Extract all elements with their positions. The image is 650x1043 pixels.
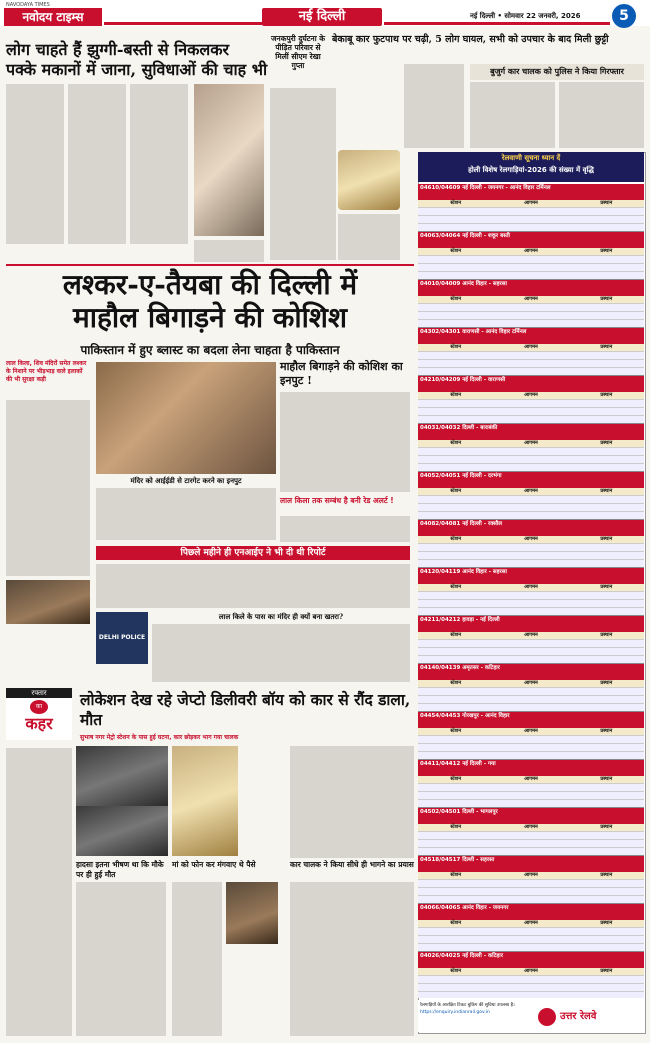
story4-photo-redfort: [6, 580, 90, 624]
timetable-footer-url[interactable]: https://enquiry.indianrail.gov.in: [420, 1010, 490, 1015]
story1-col1: [6, 84, 64, 244]
story5-box3-col: [290, 882, 414, 1036]
story5-photo-car: [76, 746, 168, 806]
page-number: 5: [612, 4, 636, 28]
train-col-headers: [418, 872, 644, 879]
train-title: 04518/04517 दिल्ली - सहरसा: [418, 856, 644, 872]
train-title: 04610/04609 नई दिल्ली - जयनगर - आनंद विहार टर्मिनल: [418, 184, 644, 200]
train-row: [418, 591, 644, 599]
train-col-headers: [418, 584, 644, 591]
train-row: [418, 847, 644, 855]
train-row: [418, 263, 644, 271]
train-col-header: आगमन: [524, 776, 538, 782]
timetable-title2: होली विशेष रेलगाड़ियां-2026 की संख्या में वृद्धि: [468, 166, 594, 174]
train-col-headers: [418, 440, 644, 447]
story5-box2-col: [172, 882, 222, 1036]
story4-redbar: पिछले महीने ही एनआईए ने भी दी थी रिपोर्ट: [96, 546, 410, 560]
train-col-header: स्टेशन: [450, 392, 461, 398]
story5-box2-head: मां को फोन कर मंगवाए थे पैसे: [172, 860, 256, 869]
train-title: 04052/04051 नई दिल्ली - दरभंगा: [418, 472, 644, 488]
story1-photo-building: [194, 84, 264, 236]
train-row: [418, 799, 644, 807]
train-row: [418, 991, 644, 998]
train-block: [418, 520, 644, 568]
train-col-header: स्टेशन: [450, 968, 461, 974]
story5-box1-head: हादसा इतना भीषण था कि मौके पर ही हुई मौत: [76, 860, 164, 879]
story2-photo-cm: [338, 150, 400, 210]
train-col-header: आगमन: [524, 440, 538, 446]
tag-mid: का: [30, 700, 48, 714]
train-col-headers: [418, 392, 644, 399]
train-col-header: प्रस्थान: [600, 488, 613, 494]
timetable-train-list: [418, 184, 644, 998]
train-row: [418, 359, 644, 367]
train-row: [418, 415, 644, 423]
train-col-header: प्रस्थान: [600, 344, 613, 350]
story4-top-rule: [6, 264, 414, 266]
train-row: [418, 647, 644, 655]
delhi-police-logo: DELHI POLICE: [96, 612, 148, 664]
top-rule-right: [384, 22, 610, 25]
train-col-header: स्टेशन: [450, 824, 461, 830]
story4-left-col: [6, 400, 90, 576]
train-block: [418, 904, 644, 952]
train-col-header: प्रस्थान: [600, 440, 613, 446]
train-row: [418, 687, 644, 695]
train-title: 04140/04139 अमृतसर - कटिहार: [418, 664, 644, 680]
train-block: [418, 616, 644, 664]
story4-left-head: लाल किला, शिव मंदिरों समेत लश्कर के निशाने पर भीड़भाड़ वाले इलाकों की भी सुरक्षा कड़ी: [6, 360, 87, 383]
story4-mid-head: मंदिर को आईईडी से टारगेट करने का इनपुट: [130, 476, 242, 485]
train-col-header: प्रस्थान: [600, 296, 613, 302]
train-col-headers: [418, 248, 644, 255]
timetable-footer: [418, 1000, 644, 1032]
train-title: 04031/04032 दिल्ली - बाराबंकी: [418, 424, 644, 440]
train-row: [418, 791, 644, 799]
story4-alert-head: लाल किला तक सम्बंध है बनी रेड अलर्ट !: [280, 496, 394, 505]
train-col-header: स्टेशन: [450, 296, 461, 302]
train-row: [418, 695, 644, 703]
train-row: [418, 975, 644, 983]
train-col-header: स्टेशन: [450, 200, 461, 206]
train-title: 04454/04453 गोरखपुर - आनंद विहार: [418, 712, 644, 728]
story3-col2: [470, 82, 555, 148]
train-row: [418, 751, 644, 759]
train-col-headers: [418, 680, 644, 687]
story4-lower-head: लाल किले के पास का मंदिर ही क्यों बना खतरा?: [218, 612, 344, 621]
train-block: [418, 328, 644, 376]
train-col-headers: [418, 632, 644, 639]
story5-photo-victim: [172, 746, 238, 856]
train-col-headers: [418, 728, 644, 735]
train-row: [418, 303, 644, 311]
story5-headline: लोकेशन देख रहे जेप्टो डिलीवरी बॉय को कार से रौंद डाला, मौत: [80, 690, 411, 729]
train-row: [418, 511, 644, 519]
train-block: [418, 424, 644, 472]
masthead-small: NAVODAYA TIMES: [6, 2, 50, 8]
story5-box3-head: कार चालक ने किया सीधे ही भागने का प्रयास: [290, 860, 414, 869]
story3-subhead: बुजुर्ग कार चालक को पुलिस ने किया गिरफ्तार: [470, 64, 644, 80]
train-block: [418, 712, 644, 760]
train-col-header: स्टेशन: [450, 536, 461, 542]
train-row: [418, 735, 644, 743]
train-col-header: स्टेशन: [450, 920, 461, 926]
story4-side-head: माहौल बिगाड़ने की कोशिश का इनपुट !: [280, 360, 403, 387]
train-row: [418, 927, 644, 935]
train-col-header: आगमन: [524, 872, 538, 878]
railway-emblem-icon: [538, 1008, 556, 1026]
story1-headline-line1: लोग चाहते हैं झुग्गी-बस्ती से निकलकर: [6, 40, 230, 59]
train-col-header: आगमन: [524, 920, 538, 926]
train-title: 04302/04301 वाराणसी - आनंद विहार टर्मिनल: [418, 328, 644, 344]
train-row: [418, 367, 644, 375]
story5-box1-col: [76, 882, 166, 1036]
train-col-header: आगमन: [524, 680, 538, 686]
train-block: [418, 472, 644, 520]
train-col-header: प्रस्थान: [600, 824, 613, 830]
train-row: [418, 503, 644, 511]
story4-headline-line2: माहौल बिगाड़ने की कोशिश: [73, 301, 347, 334]
train-col-header: आगमन: [524, 344, 538, 350]
train-col-header: प्रस्थान: [600, 728, 613, 734]
train-col-header: आगमन: [524, 536, 538, 542]
story4-lower-col: [152, 624, 410, 682]
train-row: [418, 351, 644, 359]
train-row: [418, 495, 644, 503]
train-row: [418, 783, 644, 791]
train-title: 04502/04501 दिल्ली - भागलपुर: [418, 808, 644, 824]
train-col-header: स्टेशन: [450, 584, 461, 590]
timetable-footer-text: रेलगाड़ियों के आरक्षित टिकट बुकिंग की सुविधा उपलब्ध है।: [420, 1003, 515, 1008]
story4-headline-line1: लश्कर-ए-तैयबा की दिल्ली में: [62, 268, 358, 301]
train-title: 04063/04064 नई दिल्ली - शकूर बस्ती: [418, 232, 644, 248]
train-title: 04026/04025 नई दिल्ली - कटिहार: [418, 952, 644, 968]
train-col-header: स्टेशन: [450, 632, 461, 638]
train-row: [418, 319, 644, 327]
train-col-header: प्रस्थान: [600, 968, 613, 974]
train-title: 04120/04119 आनंद विहार - सहरसा: [418, 568, 644, 584]
train-row: [418, 551, 644, 559]
train-row: [418, 943, 644, 951]
train-col-header: आगमन: [524, 488, 538, 494]
train-title: 04210/04209 नई दिल्ली - वाराणसी: [418, 376, 644, 392]
train-block: [418, 568, 644, 616]
story4-subhead: पाकिस्तान में हुए ब्लास्ट का बदला लेना चाहता है पाकिस्तान: [80, 343, 340, 357]
train-block: [418, 664, 644, 712]
train-col-header: स्टेशन: [450, 344, 461, 350]
story1-col2: [68, 84, 126, 244]
northern-railway-logo: उत्तर रेलवे: [560, 1011, 597, 1022]
train-col-header: आगमन: [524, 248, 538, 254]
train-col-header: प्रस्थान: [600, 584, 613, 590]
train-row: [418, 207, 644, 215]
train-row: [418, 639, 644, 647]
story1-col3: [130, 84, 188, 244]
train-col-header: आगमन: [524, 968, 538, 974]
timetable-title1: रेलवाणी सूचना ध्यान दें: [501, 154, 561, 162]
story5-photo-scene: [76, 806, 168, 856]
train-row: [418, 447, 644, 455]
train-col-header: आगमन: [524, 632, 538, 638]
train-title: 04010/04009 आनंद विहार - सहरसा: [418, 280, 644, 296]
city-label: नई दिल्ली: [262, 8, 382, 26]
story1-headline-line2: पक्के मकानों में जाना, सुविधाओं की चाह भी: [6, 60, 268, 79]
train-row: [418, 703, 644, 711]
train-row: [418, 223, 644, 231]
train-col-header: प्रस्थान: [600, 680, 613, 686]
story4-side-col: [280, 392, 410, 492]
train-row: [418, 887, 644, 895]
train-block: [418, 184, 644, 232]
story3-headline: बेकाबू कार फुटपाथ पर चढ़ी, 5 लोग घायल, सभी को उपचार के बाद मिली छुट्टी: [332, 34, 609, 45]
train-col-header: प्रस्थान: [600, 920, 613, 926]
train-title: 04211/04212 हावड़ा - नई दिल्ली: [418, 616, 644, 632]
train-row: [418, 255, 644, 263]
train-col-headers: [418, 776, 644, 783]
train-col-header: आगमन: [524, 728, 538, 734]
train-col-headers: [418, 344, 644, 351]
story5-col2: [290, 746, 414, 858]
train-row: [418, 831, 644, 839]
train-block: [418, 376, 644, 424]
train-col-header: प्रस्थान: [600, 776, 613, 782]
tag-top: रफ्तार: [6, 688, 72, 698]
train-row: [418, 935, 644, 943]
train-row: [418, 543, 644, 551]
train-col-headers: [418, 920, 644, 927]
train-col-header: आगमन: [524, 200, 538, 206]
story1-col4: [194, 240, 264, 262]
train-col-header: स्टेशन: [450, 248, 461, 254]
train-col-header: स्टेशन: [450, 488, 461, 494]
train-title: 04082/04081 नई दिल्ली - रक्सौल: [418, 520, 644, 536]
train-col-header: आगमन: [524, 824, 538, 830]
train-block: [418, 760, 644, 808]
train-row: [418, 407, 644, 415]
train-col-headers: [418, 536, 644, 543]
train-title: 04066/04065 आनंद विहार - जयनगर: [418, 904, 644, 920]
train-row: [418, 895, 644, 903]
train-col-header: आगमन: [524, 296, 538, 302]
train-row: [418, 399, 644, 407]
train-row: [418, 983, 644, 991]
story5-subhead: सुभाष नगर मेट्रो स्टेशन के पास हुई घटना, कार छोड़कर भाग गया चालक: [80, 734, 239, 741]
train-block: [418, 232, 644, 280]
train-col-headers: [418, 824, 644, 831]
dateline: नई दिल्ली • सोमवार 22 जनवरी, 2026: [470, 12, 581, 20]
story2-col2: [338, 214, 400, 260]
train-row: [418, 879, 644, 887]
train-row: [418, 311, 644, 319]
train-row: [418, 655, 644, 663]
train-col-header: प्रस्थान: [600, 536, 613, 542]
story4-alert-col: [280, 516, 410, 542]
train-col-header: प्रस्थान: [600, 248, 613, 254]
train-row: [418, 559, 644, 567]
story5-photo-mother: [226, 882, 278, 944]
story4-mid-col: [96, 488, 276, 540]
train-block: [418, 280, 644, 328]
train-row: [418, 839, 644, 847]
train-row: [418, 271, 644, 279]
train-col-headers: [418, 200, 644, 207]
timetable-header: [418, 152, 644, 182]
train-col-header: आगमन: [524, 392, 538, 398]
train-col-header: प्रस्थान: [600, 392, 613, 398]
train-block: [418, 856, 644, 904]
train-row: [418, 455, 644, 463]
train-col-header: स्टेशन: [450, 872, 461, 878]
train-col-headers: [418, 488, 644, 495]
masthead: नवोदय टाइम्स: [4, 8, 102, 26]
train-row: [418, 215, 644, 223]
tag-big: कहर: [25, 714, 53, 733]
story3-col1: [404, 64, 464, 148]
raftar-ka-kahar-tag: [6, 688, 72, 740]
story4-photo-temple: [96, 362, 276, 474]
train-col-header: स्टेशन: [450, 440, 461, 446]
train-row: [418, 607, 644, 615]
train-col-header: प्रस्थान: [600, 872, 613, 878]
top-rule-left: [104, 22, 262, 25]
train-col-header: स्टेशन: [450, 728, 461, 734]
train-row: [418, 463, 644, 471]
story2-col1: [270, 88, 336, 260]
train-col-header: आगमन: [524, 584, 538, 590]
story4-col-report: [96, 564, 410, 608]
story2-headline: जनकपुरी दुर्घटना के पीड़ित परिवार से मिलीं सीएम रेखा गुप्ता: [270, 34, 326, 70]
train-block: [418, 808, 644, 856]
train-col-header: स्टेशन: [450, 680, 461, 686]
train-col-header: स्टेशन: [450, 776, 461, 782]
train-col-header: प्रस्थान: [600, 200, 613, 206]
train-row: [418, 743, 644, 751]
train-row: [418, 599, 644, 607]
story5-col1: [6, 748, 72, 1036]
train-col-header: प्रस्थान: [600, 632, 613, 638]
train-title: 04411/04412 नई दिल्ली - गया: [418, 760, 644, 776]
story3-col3: [559, 82, 644, 148]
train-col-headers: [418, 968, 644, 975]
train-block: [418, 952, 644, 998]
train-col-headers: [418, 296, 644, 303]
